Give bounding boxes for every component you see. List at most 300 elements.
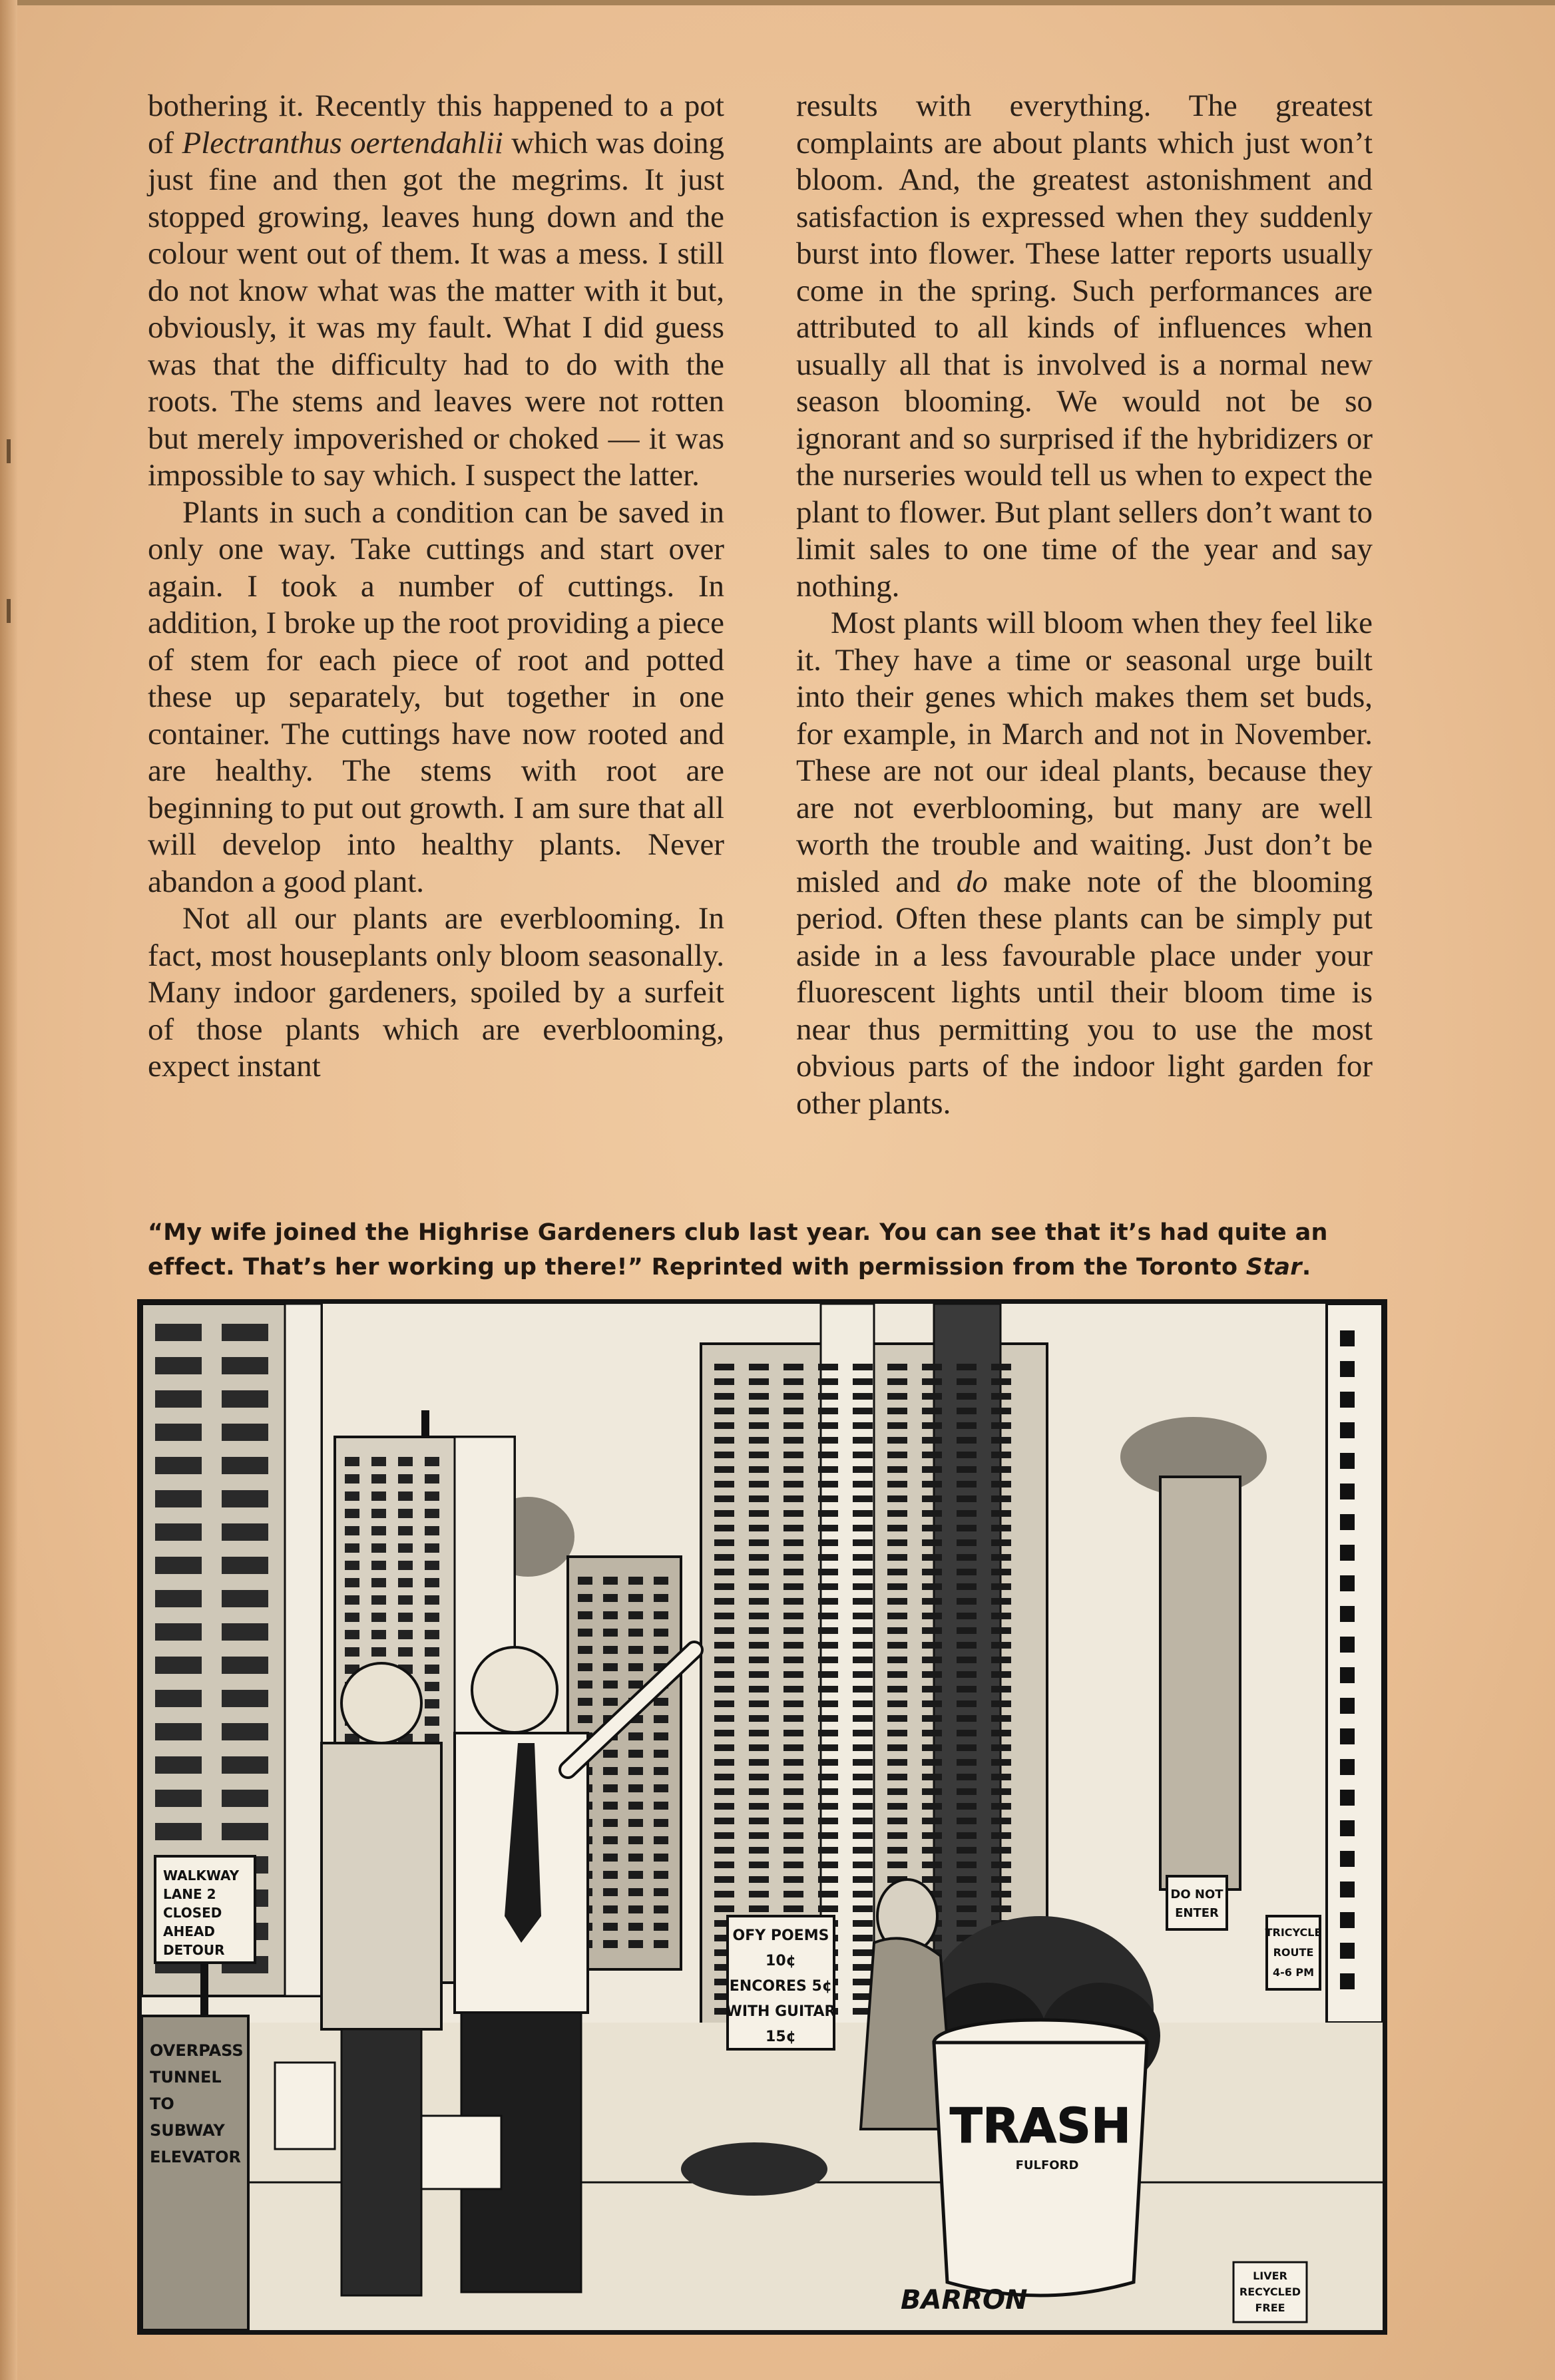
window <box>922 1554 942 1561</box>
window <box>887 1569 907 1575</box>
window <box>714 1862 734 1868</box>
window <box>853 1876 873 1883</box>
window <box>922 1730 942 1736</box>
window <box>818 1788 838 1795</box>
window <box>853 1891 873 1897</box>
window <box>957 1627 977 1634</box>
briefcase <box>421 2116 501 2189</box>
window <box>922 1788 942 1795</box>
window <box>155 1324 202 1341</box>
window <box>922 1510 942 1517</box>
window <box>1340 1545 1355 1561</box>
window <box>714 1569 734 1575</box>
window <box>887 1598 907 1605</box>
window <box>922 1671 942 1678</box>
window <box>714 1539 734 1546</box>
window <box>818 1759 838 1766</box>
window <box>887 1671 907 1678</box>
window <box>603 1923 618 1931</box>
window <box>714 1510 734 1517</box>
window <box>603 1681 618 1688</box>
window <box>425 1734 439 1743</box>
window <box>714 1788 734 1795</box>
window <box>922 1862 942 1868</box>
window <box>957 1437 977 1444</box>
window <box>345 1630 359 1639</box>
window <box>818 1700 838 1707</box>
window <box>991 1744 1011 1751</box>
window <box>714 1642 734 1649</box>
right-text-column <box>796 88 1373 1122</box>
window <box>345 1578 359 1587</box>
paragraph: Not all our plants are everblooming. In fact, most houseplants only bloom seasonally. Many indoor gardeners, spoiled by a surfeit of those plants which are everblooming, expect instant <box>148 901 724 1084</box>
window <box>818 1569 838 1575</box>
paragraph: results with everything. The greatest complaints are about plants which just won’t bloom. And, the greatest astonishment and satisfaction is expressed when they suddenly burst into flower. These latter reports usually come in the spring. Such performances are attributed to all kinds of influences when usually all that is involved is a normal new season blooming. We would not be so ignorant and so surprised if the hybridizers or the nurseries would tell us when to expect the plant to flower. But plant sellers don’t want to limit sales to one time of the year and say nothing. <box>796 89 1373 604</box>
window <box>818 1744 838 1751</box>
window <box>887 1466 907 1473</box>
window <box>749 1525 769 1531</box>
window <box>783 1613 803 1619</box>
window <box>155 1457 202 1474</box>
window <box>991 1510 1011 1517</box>
window <box>887 1774 907 1780</box>
window <box>853 1920 873 1927</box>
window <box>749 1627 769 1634</box>
window <box>922 1422 942 1429</box>
window <box>887 1422 907 1429</box>
window <box>957 1569 977 1575</box>
window <box>887 1495 907 1502</box>
window <box>783 1378 803 1385</box>
window <box>957 1730 977 1736</box>
window <box>749 1730 769 1736</box>
window <box>991 1598 1011 1605</box>
window <box>853 1466 873 1473</box>
window <box>991 1627 1011 1634</box>
window <box>398 1647 413 1657</box>
window <box>887 1554 907 1561</box>
window <box>991 1832 1011 1839</box>
window <box>818 1730 838 1736</box>
window <box>654 1819 668 1827</box>
window <box>222 1590 268 1607</box>
sign-text: CLOSED <box>163 1905 222 1921</box>
window <box>853 1744 873 1751</box>
window <box>957 1847 977 1854</box>
window <box>957 1891 977 1897</box>
window <box>398 1578 413 1587</box>
window <box>783 1832 803 1839</box>
window <box>783 1744 803 1751</box>
window <box>922 1481 942 1487</box>
window <box>853 1627 873 1634</box>
window <box>853 1657 873 1663</box>
window <box>222 1756 268 1774</box>
window <box>628 1923 643 1931</box>
window <box>714 1744 734 1751</box>
window <box>991 1539 1011 1546</box>
window <box>991 1774 1011 1780</box>
window <box>957 1364 977 1370</box>
window <box>853 1715 873 1722</box>
window <box>1340 1759 1355 1775</box>
window <box>853 1642 873 1649</box>
window <box>628 1629 643 1637</box>
window <box>714 1818 734 1824</box>
window <box>957 1642 977 1649</box>
svg-text:BARRON: BARRON <box>901 2285 1028 2315</box>
window <box>887 1744 907 1751</box>
left-text-column <box>148 88 724 1086</box>
window <box>749 1408 769 1414</box>
window <box>957 1408 977 1414</box>
window <box>398 1526 413 1535</box>
window <box>957 1598 977 1605</box>
window <box>783 1847 803 1854</box>
window <box>714 1437 734 1444</box>
window <box>853 1847 873 1854</box>
window <box>749 1539 769 1546</box>
window <box>853 1408 873 1414</box>
window <box>628 1905 643 1913</box>
window <box>578 1646 592 1654</box>
window <box>398 1474 413 1484</box>
window <box>425 1474 439 1484</box>
window <box>398 1543 413 1553</box>
window <box>783 1554 803 1561</box>
window <box>922 1525 942 1531</box>
window <box>654 1802 668 1810</box>
sign-text: WITH GUITAR <box>726 2003 836 2020</box>
window <box>345 1595 359 1605</box>
window <box>1340 1637 1355 1653</box>
window <box>1340 1392 1355 1408</box>
window <box>922 1818 942 1824</box>
window <box>714 1803 734 1810</box>
window <box>957 1803 977 1810</box>
window <box>1340 1361 1355 1377</box>
window <box>1340 1728 1355 1744</box>
window <box>371 1561 386 1570</box>
window <box>714 1905 734 1912</box>
window <box>818 1364 838 1370</box>
window <box>749 1671 769 1678</box>
window <box>654 1732 668 1740</box>
window <box>922 1393 942 1400</box>
window <box>603 1940 618 1948</box>
window <box>783 1598 803 1605</box>
window <box>654 1940 668 1948</box>
window <box>957 1481 977 1487</box>
window <box>714 1730 734 1736</box>
window <box>578 1611 592 1619</box>
window <box>957 1744 977 1751</box>
sign-text: LANE 2 <box>163 1886 216 1902</box>
window <box>991 1788 1011 1795</box>
paragraph: Most plants will bloom when they feel like it. They have a time or seasonal urge built into their genes which makes them set buds, for example, in March and not in November. These are not our ideal plants, because they are not everblooming, but many are well worth the trouble and waiting. Just don’t be misled and do make note of the blooming period. Often these plants can be simply put aside in a less favourable place under your fluorescent lights until their bloom time is near thus permitting you to use the most obvious parts of the indoor light garden for other plants. <box>796 606 1373 1121</box>
window <box>749 1466 769 1473</box>
window <box>425 1509 439 1518</box>
window <box>1340 1943 1355 1959</box>
window <box>714 1495 734 1502</box>
window <box>922 1832 942 1839</box>
window <box>155 1390 202 1408</box>
staple-mark <box>7 439 11 463</box>
window <box>957 1452 977 1458</box>
window <box>991 1803 1011 1810</box>
window <box>1340 1973 1355 1989</box>
window <box>603 1784 618 1792</box>
window <box>714 1481 734 1487</box>
window <box>887 1788 907 1795</box>
window <box>155 1523 202 1541</box>
window <box>425 1595 439 1605</box>
window <box>922 1686 942 1692</box>
window <box>853 1832 873 1839</box>
window <box>922 1408 942 1414</box>
window <box>991 1905 1011 1912</box>
svg-text:FULFORD: FULFORD <box>1015 2158 1079 2172</box>
window <box>991 1378 1011 1385</box>
window <box>714 1700 734 1707</box>
window <box>783 1539 803 1546</box>
window <box>425 1682 439 1691</box>
window <box>783 1393 803 1400</box>
window <box>887 1525 907 1531</box>
window <box>628 1819 643 1827</box>
window <box>991 1554 1011 1561</box>
window <box>887 1832 907 1839</box>
window <box>155 1590 202 1607</box>
window <box>783 1466 803 1473</box>
window <box>425 1647 439 1657</box>
window <box>922 1657 942 1663</box>
window <box>957 1876 977 1883</box>
window <box>654 1629 668 1637</box>
sign-text: OVERPASS <box>150 2041 244 2060</box>
window <box>853 1378 873 1385</box>
window <box>922 1598 942 1605</box>
window <box>991 1759 1011 1766</box>
window <box>991 1818 1011 1824</box>
window <box>714 1613 734 1619</box>
window <box>628 1594 643 1602</box>
window <box>887 1686 907 1692</box>
emphasis: do <box>956 864 988 899</box>
window <box>425 1665 439 1674</box>
window <box>957 1715 977 1722</box>
window <box>628 1940 643 1948</box>
window <box>714 1876 734 1883</box>
window <box>922 1744 942 1751</box>
window <box>922 1378 942 1385</box>
window <box>853 1393 873 1400</box>
window <box>155 1823 202 1840</box>
window <box>1340 1820 1355 1836</box>
window <box>749 1700 769 1707</box>
window <box>1340 1422 1355 1438</box>
window <box>922 1759 942 1766</box>
window <box>654 1854 668 1862</box>
window <box>853 1452 873 1458</box>
window <box>783 1700 803 1707</box>
window <box>425 1561 439 1570</box>
window <box>887 1715 907 1722</box>
window <box>783 1759 803 1766</box>
window <box>783 1642 803 1649</box>
window <box>749 1803 769 1810</box>
window <box>1340 1514 1355 1530</box>
window <box>578 1698 592 1706</box>
window <box>853 1759 873 1766</box>
window <box>887 1613 907 1619</box>
window <box>991 1466 1011 1473</box>
window <box>853 1539 873 1546</box>
window <box>887 1364 907 1370</box>
window <box>1340 1912 1355 1928</box>
window <box>749 1686 769 1692</box>
window <box>957 1554 977 1561</box>
window <box>222 1823 268 1840</box>
window <box>628 1836 643 1844</box>
window <box>222 1557 268 1574</box>
window <box>853 1964 873 1971</box>
window <box>222 1390 268 1408</box>
window <box>853 1979 873 1985</box>
window <box>818 1891 838 1897</box>
window <box>922 1466 942 1473</box>
window <box>155 1490 202 1507</box>
window <box>922 1627 942 1634</box>
sign-text: OFY POEMS <box>732 1927 829 1944</box>
window <box>398 1491 413 1501</box>
window <box>749 1905 769 1912</box>
window <box>991 1481 1011 1487</box>
window <box>603 1629 618 1637</box>
window <box>628 1732 643 1740</box>
window <box>991 1715 1011 1722</box>
window <box>818 1627 838 1634</box>
window <box>425 1630 439 1639</box>
window <box>991 1686 1011 1692</box>
window <box>1340 1575 1355 1591</box>
sign-text: TO <box>150 2094 174 2113</box>
window <box>749 1437 769 1444</box>
window <box>957 1657 977 1663</box>
window <box>853 1510 873 1517</box>
window <box>818 1613 838 1619</box>
window <box>654 1577 668 1585</box>
window <box>853 1583 873 1590</box>
sign-text: FREE <box>1255 2301 1285 2314</box>
window <box>853 1598 873 1605</box>
window <box>818 1671 838 1678</box>
window <box>783 1525 803 1531</box>
window <box>991 1393 1011 1400</box>
window <box>714 1598 734 1605</box>
window <box>922 1495 942 1502</box>
shopping-bag <box>275 2063 335 2149</box>
window <box>818 1642 838 1649</box>
window <box>991 1408 1011 1414</box>
trash-can <box>934 2020 1147 2295</box>
window <box>853 1569 873 1575</box>
sign-text: 15¢ <box>766 2029 796 2045</box>
sign-text: AHEAD <box>163 1923 215 1939</box>
sign-text: 4-6 PM <box>1272 1966 1315 1979</box>
window <box>603 1854 618 1862</box>
window <box>425 1578 439 1587</box>
window <box>749 1715 769 1722</box>
window <box>818 1510 838 1517</box>
window <box>714 1671 734 1678</box>
window <box>654 1594 668 1602</box>
window <box>783 1408 803 1414</box>
sign-text: DETOUR <box>163 1942 225 1958</box>
window <box>818 1847 838 1854</box>
window <box>749 1774 769 1780</box>
window <box>714 1686 734 1692</box>
window <box>818 1554 838 1561</box>
window <box>654 1905 668 1913</box>
window <box>1340 1698 1355 1714</box>
window <box>371 1630 386 1639</box>
window <box>398 1509 413 1518</box>
window <box>628 1802 643 1810</box>
window <box>957 1378 977 1385</box>
window <box>887 1803 907 1810</box>
window <box>345 1509 359 1518</box>
window <box>853 1862 873 1868</box>
window <box>425 1543 439 1553</box>
window <box>818 1393 838 1400</box>
window <box>654 1750 668 1758</box>
window <box>222 1623 268 1641</box>
cartoon-illustration <box>137 1299 1387 2335</box>
window <box>578 1715 592 1723</box>
window <box>783 1495 803 1502</box>
sign-text: ENCORES 5¢ <box>729 1978 833 1995</box>
window <box>957 1818 977 1824</box>
window <box>922 1715 942 1722</box>
window <box>603 1819 618 1827</box>
window <box>749 1598 769 1605</box>
window <box>853 1730 873 1736</box>
window <box>749 1452 769 1458</box>
window <box>783 1803 803 1810</box>
window <box>654 1871 668 1879</box>
window <box>922 1437 942 1444</box>
window <box>654 1715 668 1723</box>
window <box>783 1364 803 1370</box>
window <box>749 1364 769 1370</box>
window <box>991 1642 1011 1649</box>
sign-text: TRICYCLE <box>1265 1926 1322 1939</box>
window <box>628 1681 643 1688</box>
window <box>371 1647 386 1657</box>
window <box>603 1646 618 1654</box>
window <box>922 1364 942 1370</box>
window <box>991 1862 1011 1868</box>
window <box>222 1490 268 1507</box>
window <box>714 1422 734 1429</box>
window <box>957 1788 977 1795</box>
window <box>783 1583 803 1590</box>
window <box>714 1759 734 1766</box>
window <box>991 1364 1011 1370</box>
window <box>818 1452 838 1458</box>
window <box>853 1364 873 1370</box>
